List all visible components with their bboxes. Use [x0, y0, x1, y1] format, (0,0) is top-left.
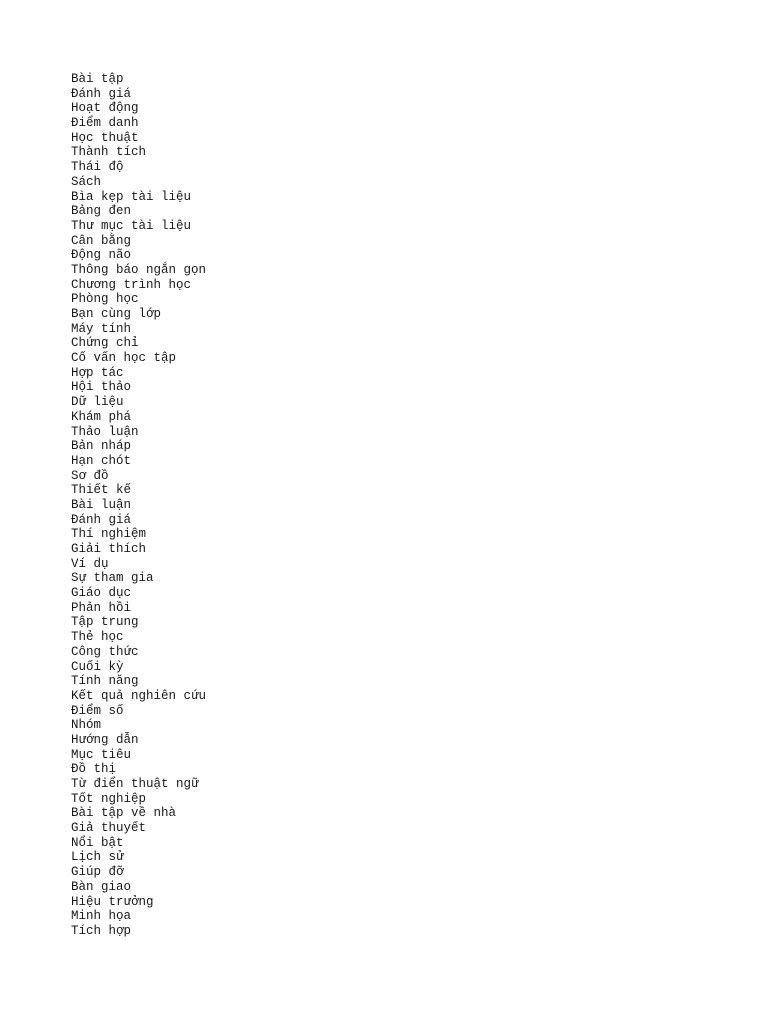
word-list	[71, 72, 206, 939]
word-item: Từ điển thuật ngữ	[71, 777, 199, 791]
word-item: Thư mục tài liệu	[71, 218, 192, 233]
word-item: Thành tích	[71, 145, 147, 160]
word-item: Bản nháp	[71, 439, 132, 454]
word-item: Bài luận	[71, 497, 132, 512]
word-item: Dữ liệu	[71, 395, 124, 410]
word-item: Động não	[71, 248, 132, 263]
word-item: Thái độ	[71, 160, 124, 175]
word-item: Hợp tác	[71, 365, 124, 380]
word-item: Hoạt động	[71, 101, 139, 116]
word-item: Bài tập về nhà	[71, 806, 177, 821]
word-item: Khám phá	[71, 409, 132, 424]
word-item: Minh họa	[71, 909, 132, 924]
word-item: Ví dụ	[71, 556, 109, 571]
word-item: Giáo dục	[71, 586, 132, 601]
word-item: Phản hồi	[71, 600, 132, 615]
word-item: Bàn giao	[71, 879, 132, 894]
word-item: Tập trung	[71, 615, 139, 630]
word-item: Hội thảo	[71, 380, 132, 395]
word-item: Hướng dẫn	[71, 732, 139, 747]
word-item: Sơ đồ	[71, 468, 109, 483]
word-item: Sách	[71, 174, 102, 189]
word-item: Đánh giá	[71, 512, 132, 527]
word-item: Lịch sử	[71, 850, 124, 865]
word-item: Cân bằng	[71, 233, 132, 248]
word-item: Bài tập	[71, 72, 124, 86]
word-item: Bìa kẹp tài liệu	[71, 189, 192, 204]
word-item: Công thức	[71, 644, 139, 659]
word-item: Đồ thị	[71, 762, 117, 777]
word-item: Cố vấn học tập	[71, 351, 177, 366]
word-item: Thí nghiệm	[71, 527, 147, 542]
word-item: Tính năng	[71, 674, 139, 689]
word-item: Bạn cùng lớp	[71, 307, 162, 321]
word-item: Chương trình học	[71, 277, 192, 292]
word-item: Phòng học	[71, 292, 139, 307]
word-item: Thông báo ngắn gọn	[71, 262, 207, 277]
word-item: Giúp đỡ	[71, 865, 124, 880]
word-item: Đánh giá	[71, 86, 132, 101]
word-item: Điểm danh	[71, 116, 139, 131]
word-item: Thiết kế	[71, 483, 132, 498]
word-item: Điểm số	[71, 703, 124, 718]
word-item: Kết quả nghiên cứu	[71, 688, 207, 703]
word-item: Thẻ học	[71, 630, 124, 645]
word-item: Tốt nghiệp	[71, 791, 147, 806]
word-item: Học thuật	[71, 130, 139, 145]
word-item: Mục tiêu	[71, 747, 132, 762]
word-item: Hiệu trưởng	[71, 894, 154, 909]
word-item: Bảng đen	[71, 204, 132, 219]
word-item: Thảo luận	[71, 424, 139, 439]
word-item: Giả thuyết	[71, 821, 147, 836]
word-item: Nổi bật	[71, 835, 124, 850]
word-item: Tích hợp	[71, 923, 132, 938]
word-item: Máy tính	[71, 321, 132, 336]
word-item: Sự tham gia	[71, 571, 154, 586]
word-item: Nhóm	[71, 718, 102, 733]
word-item: Cuối kỳ	[71, 659, 124, 674]
word-item: Hạn chót	[71, 453, 132, 468]
word-item: Chứng chỉ	[71, 336, 139, 351]
word-item: Giải thích	[71, 542, 147, 556]
